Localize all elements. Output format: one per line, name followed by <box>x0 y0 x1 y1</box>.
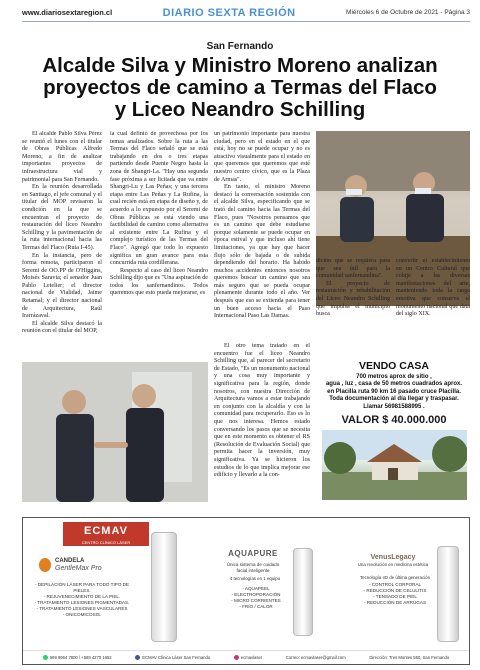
house-photo <box>322 430 467 500</box>
service-item: - AQUAPEEL <box>242 586 270 591</box>
ad-line: Llamar 56981588995 . <box>363 403 425 410</box>
contact-email[interactable]: Correo: ecmavlaser@gmail.com <box>285 655 346 660</box>
venus-tagline: Una revolución en medicina estética <box>357 562 429 567</box>
paragraph: En la reunión desarrollada en Santiago, el jefe comunal y el titular del MOP revisaron la condición en la que se encuentran el proyecto de restauración del liceo Neandro Schilling y la pavimentación de la ruta internacional hacia las Termas del Flaco (Ruta I-45). <box>22 184 102 251</box>
page-header <box>22 4 470 22</box>
house-photo-illustration <box>322 430 467 500</box>
service-item: - ELECTROPORACIÓN <box>231 592 281 597</box>
venus-machine-image <box>437 546 459 642</box>
aquapure-services <box>219 586 293 610</box>
ecmav-logo: ECMAV <box>63 522 149 540</box>
clinic-ad[interactable] <box>22 517 470 665</box>
ad-line: agua , luz , casa de 50 metros cuadrados aprox. <box>325 381 463 388</box>
article-column-4 <box>316 258 390 354</box>
instagram-icon <box>234 655 239 660</box>
article-column-3 <box>214 131 310 351</box>
paragraph: El proyecto de restauración y rehabilitación del Liceo Neandro Schilling que impulsa el municipio busca <box>316 280 390 318</box>
service-item: - TRATAMIENTO LESIONES PIGMENTADAS. <box>34 600 130 605</box>
aquapure-machine-image <box>293 548 313 636</box>
paragraph: convertir el establecimiento en un Centro Cultural que cobije a las diversas manifestaciones del arte, manteniendo toda la carga emotiva que conserva el monumento nacional que data del siglo XIX. <box>396 258 470 318</box>
article-column-3b <box>214 343 310 507</box>
contact-bar <box>23 650 469 664</box>
paragraph: un patrimonio importante para nuestra ciudad, pero en el estado en el que está, hoy no se puede ocupar y no es atractivo visualmente para el estado en que queremos que queremos que esté nuestro centro cívico, que es la Plaza de Armas". <box>214 131 310 183</box>
service-item: - ONICOMICOSIS. <box>62 612 102 617</box>
aquapure-logo: AQUAPURE <box>228 549 278 558</box>
contact-address: Dirección: Tres Montes 560, San Fernando <box>369 655 450 660</box>
contact-phone[interactable] <box>43 655 112 660</box>
candela-product: GentleMax Pro <box>55 565 102 572</box>
paragraph: El otro tema tratado en el encuentro fue el liceo Neandro Schilling que, al parecer del secretario de Estado, "Es un monumento nacional y una cosa muy importante y significativa para la región, donde nosotros, con nuestra Dirección de Arquitectura vamos a estar trabajando en conjunto con la alcaldía y con la comunidad para recuperarlo. Eso es lo que nos interesa. Hemos estado conversando los pasos que se necesita que en este momento es obtener el RS (Resolución de Evaluación Social) que permita hacer la inversión, muy significativa. Ya se hicieron los estudios de lo que implica mejorar ese edificio y llevarlo a la con- <box>214 343 310 479</box>
candela-brand <box>39 558 119 578</box>
service-item: - FRÍO / CALOR <box>239 604 273 609</box>
headline-line: y Liceo Neandro Schilling <box>114 98 366 121</box>
article-column-5 <box>396 258 470 354</box>
ad-title: VENDO CASA <box>358 360 429 372</box>
ad-line: 700 metros aprox de sitio , <box>356 374 432 380</box>
aquapure-tech: 4 tecnologías en 1 equipo <box>229 576 281 581</box>
ad-line: en Placilla ruta 90 km 16 pasado cruce Placilla. <box>327 388 461 395</box>
service-item: - MICRO CORRIENTES <box>231 598 281 603</box>
headline-line: Alcalde Silva y Ministro Moreno analizan <box>42 54 438 77</box>
service-item: - REDUCCIÓN DE CELULITIS <box>363 588 427 593</box>
ecmav-subtitle: CENTRO CLÍNICO LÁSER <box>63 540 149 546</box>
paragraph: El alcalde Pablo Silva Pérez se reunió el lunes con el titular de Obras Públicas Alfredo Moreno, a fin de analizar importantes proyectos de infraestructura vial y patrimonial para San Fernando. <box>22 131 102 183</box>
paragraph: En tanto, el ministro Moreno destacó la conversación sostenida con el alcalde Silva, especificando que se trató del camino hacia las Termas del Flaco, pues "Nosotros pensamos que es un camino que debe estudiarse porque solamente se puede ocupar en época estival y que incluso ahí tiene limitaciones, ya que hay que hacer flujo sólo de bajada o de subida dependiendo del horario. Ha habido muchos accidentes entonces nosotros queremos buscar un camino que sea más seguro que se pueda ocupar plenamente durante todo el año. Ver después que eso se extienda para tener un buen acceso hacia el Paso Internacional Paso Las Damas. <box>214 184 310 320</box>
handshake-photo-illustration <box>22 362 208 502</box>
house-sale-ad[interactable] <box>318 358 470 506</box>
instagram-text: ecmavlaser <box>240 654 263 660</box>
handshake-photo <box>22 362 208 502</box>
headline <box>12 55 468 121</box>
candela-logo-icon <box>39 558 51 572</box>
paragraph: la cual definió de provechosa por los temas analizados. Sobre la ruta a las Termas del Flaco señaló que se está trabajando en dos o tres etapas partiendo desde Puente Negro hasta la zona de Shangri-La. "Hay una segunda fase próxima a ser licitada que va entre Shangri-Lu y Las Peñas; y una tercera etapa entre Las Peñas y La Rufina, la cual recién está en etapa de diseño y, de acuerdo a lo expuesto por el Seremi de Obras Públicas se está viendo una factibilidad de camino como alternativa al existente entre La Rufina y el complejo turístico de las Termas del Flaco". Agregó que todo lo expuesto significa un gran avance para esta concurrida ruta cordillerana. <box>110 131 208 267</box>
article-column-2 <box>110 131 208 358</box>
paragraph: Respecto al caso del liceo Neandro Schilling dijo que es "Una aspiración de todos los sanfernandinos. Todos queremos que esto pueda mejorarse, es <box>110 267 208 297</box>
paragraph: dición que se requiera para que sea útil para la comunidad sanfernandina". <box>316 258 390 280</box>
candela-name: CANDELA <box>55 558 85 564</box>
venus-services <box>353 582 437 606</box>
venus-logo: VenusLegacy <box>370 554 416 561</box>
service-item: - TRATAMIENTO LESIONES VASCULARES <box>36 606 128 611</box>
whatsapp-icon <box>43 655 48 660</box>
contact-facebook[interactable] <box>135 655 210 660</box>
service-item: - REJUVENECIMIENTO DE LA PIEL. <box>43 594 121 599</box>
candela-services <box>27 582 137 618</box>
section-label: San Fernando <box>206 41 274 52</box>
service-item: - REDUCCIÓN DE ARRUGAS <box>363 600 427 605</box>
venus-tech: Tecnología 4D de última generación <box>359 575 431 580</box>
site-url[interactable]: www.diariosextaregion.cl <box>22 8 113 17</box>
facebook-icon <box>135 655 140 660</box>
laser-machine-image <box>151 532 177 642</box>
ad-line: Toda documentación al día llegar y traspasar. <box>329 396 459 403</box>
ad-details <box>318 374 470 411</box>
newspaper-title: DIARIO SEXTA REGIÓN <box>162 6 296 19</box>
service-item: - TENSADO DE PIEL <box>373 594 417 599</box>
facebook-text: ECMAV Clínica Láser San Fernando <box>142 654 211 660</box>
paragraph: El alcalde Silva destacó la reunión con el titular del MOP, <box>22 320 102 335</box>
issue-date: Miércoles 6 de Octubre de 2021 - Página 3 <box>346 9 470 16</box>
paragraph: En la instancia, pero de forma remota, participaron el Seremi de OO.PP de O'Higgins, Moisés Saravia; el senador Juan Pablo Letelier; el director nacional de Vialidad, Jaime Retamal; y el director nacional de Arquitectura, Raúl Irarrázaval. <box>22 252 102 320</box>
article-column-1 <box>22 131 102 369</box>
aquapure-tagline: Única sistema de cuidado facial inteligente <box>226 562 280 573</box>
service-item: - DEPILACIÓN LÁSER PARA TODO TIPO DE PIELES. <box>34 582 130 593</box>
contact-instagram[interactable] <box>234 655 262 660</box>
phone-text: 569 9964 7800 / +569 4270 1652 <box>49 654 112 660</box>
service-item: - CONTROL CORPORAL <box>368 582 422 587</box>
headline-line: proyectos de camino a Termas del Flaco <box>43 76 437 99</box>
ad-price: VALOR $ 40.000.000 <box>341 414 447 427</box>
